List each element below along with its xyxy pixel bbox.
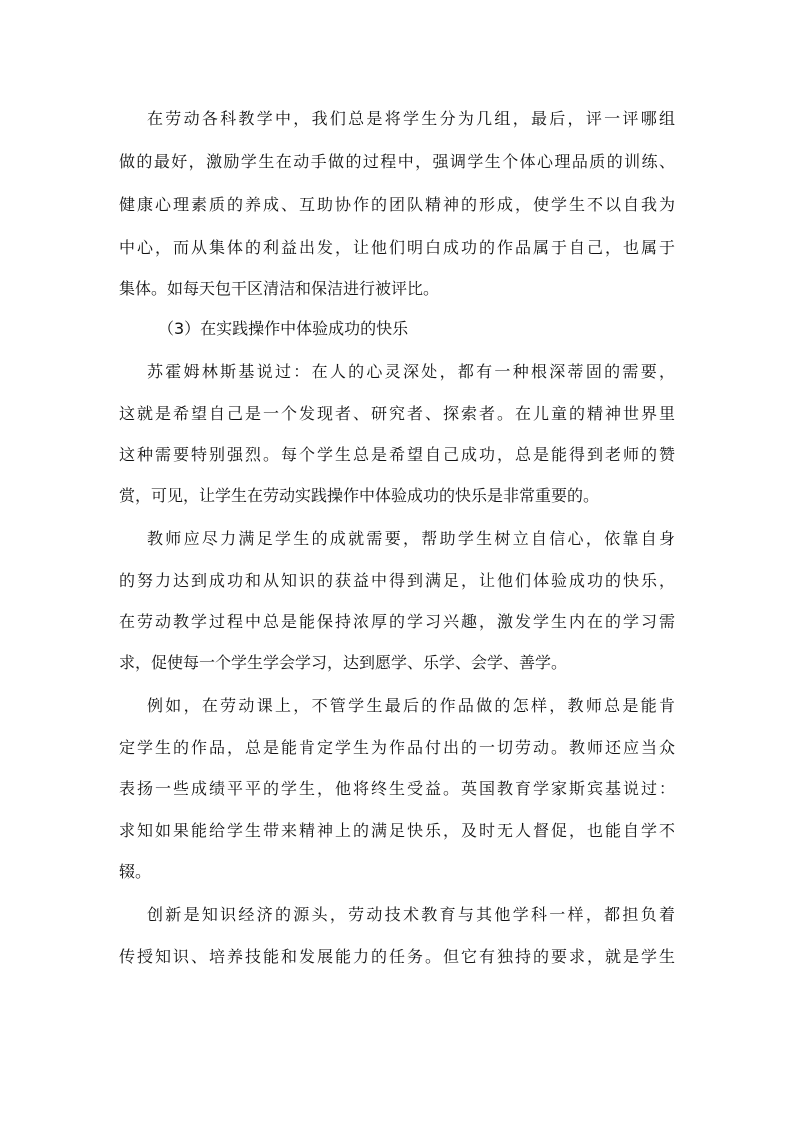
- paragraph-5-line-2: 传授知识、培养技能和发展能力的任务。但它有独持的要求，就是学生: [119, 947, 675, 966]
- section-heading: （3）在实践操作中体验成功的快乐: [158, 319, 409, 338]
- paragraph-1-line-3: 健康心理素质的养成、互助协作的团队精神的形成，使学生不以自我为: [119, 195, 675, 214]
- paragraph-4-line-4: 求知如果能给学生带来精神上的满足快乐，及时无人督促，也能自学不: [119, 821, 675, 840]
- paragraph-1-line-2: 做的最好，激励学生在动手做的过程中，强调学生个体心理品质的训练、: [119, 152, 675, 171]
- paragraph-3-line-2: 的努力达到成功和从知识的获益中得到满足，让他们体验成功的快乐，: [119, 571, 675, 590]
- paragraph-3-line-4: 求，促使每一个学生学会学习，达到愿学、乐学、会学、善学。: [119, 653, 568, 672]
- paragraph-2-line-2: 这就是希望自己是一个发现者、研究者、探索者。在儿童的精神世界里: [119, 404, 675, 423]
- paragraph-2-line-1: 苏霍姆林斯基说过：在人的心灵深处，都有一种根深蒂固的需要，: [147, 362, 675, 381]
- paragraph-4-line-5: 辍。: [119, 862, 152, 881]
- paragraph-3-line-1: 教师应尽力满足学生的成就需要，帮助学生树立自信心，依靠自身: [147, 529, 675, 548]
- paragraph-4-line-2: 定学生的作品，总是能肯定学生为作品付出的一切劳动。教师还应当众: [119, 738, 675, 757]
- paragraph-4-line-3: 表扬一些成绩平平的学生，他将终生受益。英国教育学家斯宾基说过：: [119, 779, 675, 798]
- paragraph-1-line-4: 中心，而从集体的利益出发，让他们明白成功的作品属于自己，也属于: [119, 238, 675, 257]
- paragraph-1-line-5: 集体。如每天包干区清洁和保洁进行被评比。: [119, 279, 440, 298]
- paragraph-4-line-1: 例如，在劳动课上，不管学生最后的作品做的怎样，教师总是能肯: [147, 696, 675, 715]
- paragraph-3-line-3: 在劳动教学过程中总是能保持浓厚的学习兴趣，激发学生内在的学习需: [119, 612, 675, 631]
- paragraph-2-line-3: 这种需要特别强烈。每个学生总是希望自己成功，总是能得到老师的赞: [119, 445, 675, 464]
- paragraph-5-line-1: 创新是知识经济的源头，劳动技术教育与其他学科一样，都担负着: [147, 905, 675, 924]
- paragraph-2-line-4: 赏，可见，让学生在劳动实践操作中体验成功的快乐是非常重要的。: [119, 486, 600, 505]
- paragraph-1-line-1: 在劳动各科教学中，我们总是将学生分为几组，最后，评一评哪组: [147, 109, 675, 128]
